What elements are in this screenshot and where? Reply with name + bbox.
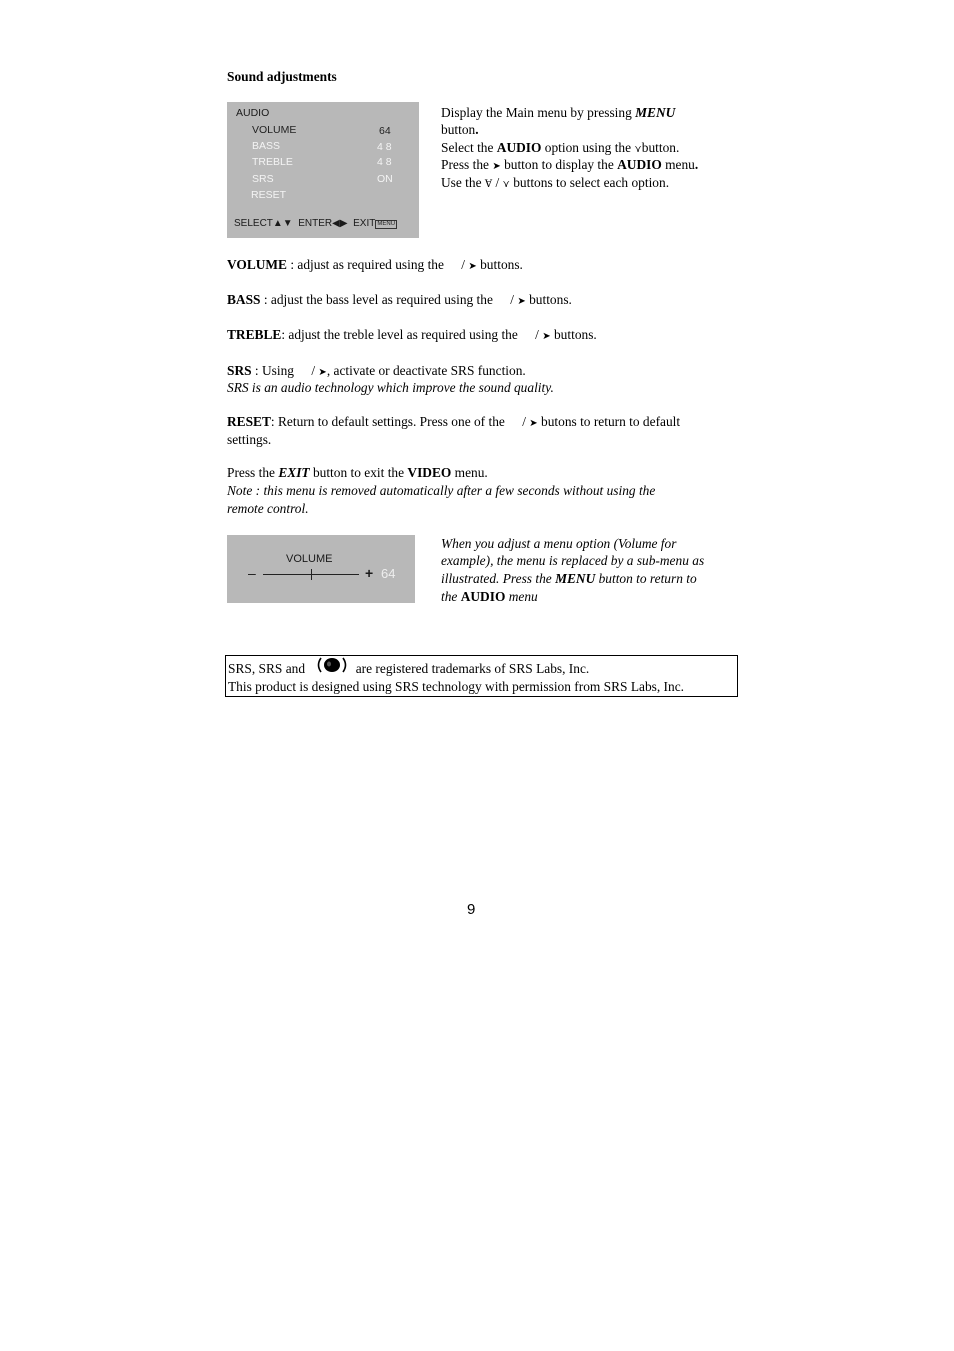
volume-submenu-screenshot xyxy=(227,535,415,603)
intro-line-1: Display the Main menu by pressing MENU xyxy=(441,105,676,120)
intro-line-4: Press the ➤ button to display the AUDIO menu. xyxy=(441,157,699,172)
trademark-line-2: This product is designed using SRS technology with permission from SRS Labs, Inc. xyxy=(228,679,685,694)
minus-icon: – xyxy=(248,565,256,581)
volume-submenu-title: VOLUME xyxy=(286,553,333,565)
exit-note-line-1: Note : this menu is removed automatically after a few seconds without using the xyxy=(227,483,656,498)
submenu-note-line-4: the AUDIO menu xyxy=(441,589,538,604)
srs-note: SRS is an audio technology which improve the sound quality. xyxy=(227,380,554,395)
up-down-arrows-icon: ▲▼ xyxy=(272,218,293,229)
intro-line-3: Select the AUDIO option using the ⋎button. xyxy=(441,140,680,155)
volume-slider-thumb xyxy=(311,569,312,580)
audio-menu-screenshot xyxy=(227,102,419,238)
right-arrow-icon: ➤ xyxy=(318,367,327,378)
osd-value-treble: 4 8 xyxy=(377,156,392,168)
intro-line-2: button. xyxy=(441,122,479,137)
trademark-line-1: SRS, SRS and are registered trademarks of SRS Labs, Inc. xyxy=(228,661,590,676)
submenu-note-line-2: example), the menu is replaced by a sub-menu as xyxy=(441,553,705,568)
volume-submenu-value: 64 xyxy=(381,566,396,581)
reset-description: RESET: Return to default settings. Press one of the / ➤ butons to return to default xyxy=(227,414,681,429)
submenu-note-line-3: illustrated. Press the MENU button to return to xyxy=(441,571,697,586)
down-arrow-icon: ⋎ xyxy=(634,144,642,155)
right-arrow-icon: ➤ xyxy=(468,261,477,272)
down-arrow-icon: ⋎ xyxy=(502,179,510,190)
menu-key-icon: MENU xyxy=(377,221,396,227)
volume-description: VOLUME : adjust as required using the / ➤ buttons. xyxy=(227,257,523,272)
osd-title: AUDIO xyxy=(236,107,270,119)
osd-value-srs: ON xyxy=(377,173,393,185)
reset-description-cont: settings. xyxy=(227,432,272,447)
exit-note-line-2: remote control. xyxy=(227,501,309,516)
intro-line-5: Use the Ɐ / ⋎ buttons to select each option. xyxy=(441,175,670,190)
osd-item-volume: VOLUME xyxy=(252,124,297,136)
right-arrow-icon: ➤ xyxy=(529,418,538,429)
srs-logo-icon xyxy=(316,657,348,673)
osd-select-label: SELECT xyxy=(234,218,273,229)
exit-instruction: Press the EXIT button to exit the VIDEO menu. xyxy=(227,465,488,480)
osd-value-bass: 4 8 xyxy=(377,141,392,153)
page-number: 9 xyxy=(467,901,476,918)
osd-bottom-bar xyxy=(234,218,397,229)
right-arrow-icon: ➤ xyxy=(492,161,501,172)
srs-description: SRS : Using / ➤, activate or deactivate SRS function. xyxy=(227,363,526,378)
osd-enter-label: ENTER xyxy=(298,218,333,229)
bass-description: BASS : adjust the bass level as required using the / ➤ buttons. xyxy=(227,292,572,307)
right-arrow-icon: ➤ xyxy=(542,331,551,342)
right-arrow-icon: ➤ xyxy=(517,296,526,307)
osd-value-volume: 64 xyxy=(379,125,391,137)
osd-item-srs: SRS xyxy=(252,173,274,185)
section-heading: Sound adjustments xyxy=(227,69,337,84)
left-right-arrows-icon: ◀▶ xyxy=(332,218,348,229)
submenu-note-line-1: When you adjust a menu option (Volume for xyxy=(441,536,677,551)
plus-icon: + xyxy=(365,565,374,581)
osd-item-treble: TREBLE xyxy=(252,156,293,168)
osd-item-bass: BASS xyxy=(252,140,281,152)
treble-description: TREBLE: adjust the treble level as required using the / ➤ buttons. xyxy=(227,327,597,342)
osd-exit-label: EXIT xyxy=(353,218,376,229)
up-arrow-icon: Ɐ xyxy=(484,179,493,190)
osd-item-reset: RESET xyxy=(251,189,287,201)
